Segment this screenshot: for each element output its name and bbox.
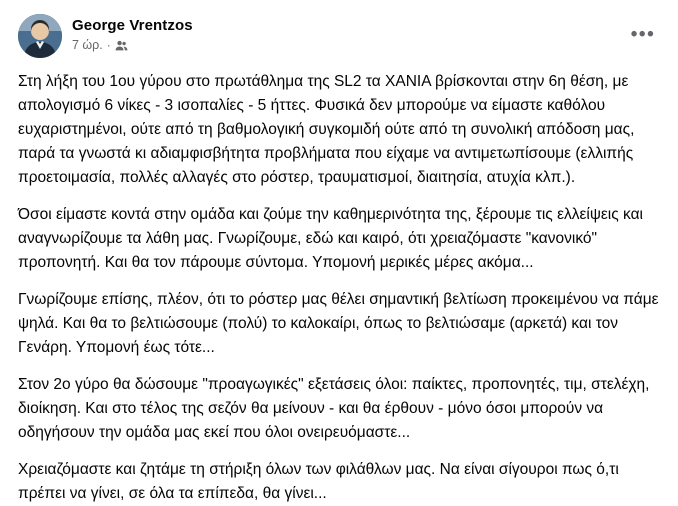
post-text [18,64,660,506]
friends-icon[interactable] [115,39,128,52]
post-paragraph: Γνωρίζουμε επίσης, πλέον, ότι το ρόστερ μας θέλει σημαντική βελτίωση προκειμένου να πάμε ψηλά. Και θα το βελτιώσουμε (πολύ) το καλοκαίρι, όπως το βελτιώσαμε (αρκετά) και τον Γενάρη. Υπομονή έως τότε... [18,291,659,356]
more-options-glyph: ••• [630,23,656,45]
more-options-icon[interactable] [628,22,658,52]
post-paragraph: Στον 2ο γύρο θα δώσουμε "προαγωγικές" εξετάσεις όλοι: παίκτες, προπονητές, τιμ, στελέχη, διοίκηση. Και στο τέλος της σεζόν θα μείνουν - και θα έρθουν - μόνο όσοι μπορούν να οδηγήσουν την ομάδα μας εκεί που όλοι ονειρευόμαστε... [18,376,650,441]
post-paragraph: Στη λήξη του 1ου γύρου στο πρωτάθλημα της SL2 τα ΧΑΝΙΑ βρίσκονται στην 6η θέση, με απολογισμό 6 νίκες - 3 ισοπαλίες - 5 ήττες. Φυσικά δεν μπορούμε να είμαστε καθόλου ευχαριστημένοι, ούτε από τη βαθμολογική συγκομιδή ούτε από τη συνολική απόδοση μας, παρά τα γνωστά κι αδιαμφισβήτητα προβλήματα που είχαμε να αντιμετωπίσουμε (ελλιπής προετοιμασία, πολλές αλλαγές στο ρόστερ, τραυματισμοί, διαιτησία, ατυχία κλπ.). [18,73,635,186]
avatar[interactable] [18,14,62,58]
post-meta [72,37,193,53]
author-name[interactable]: George Vrentzos [72,17,193,34]
post-header [18,14,660,64]
post-timestamp[interactable]: 7 ώρ. [72,38,103,52]
meta-separator: · [106,38,111,52]
author-block [72,14,193,53]
post-paragraph: Χρειαζόμαστε και ζητάμε τη στήριξη όλων των φιλάθλων μας. Να είναι σίγουροι πως ό,τι πρέπει να γίνει, σε όλα τα επίπεδα, θα γίνει... [18,461,619,502]
post-paragraph: Όσοι είμαστε κοντά στην ομάδα και ζούμε την καθημερινότητα της, ξέρουμε τις ελλείψεις και αναγνωρίζουμε τα λάθη μας. Γνωρίζουμε, εδώ και καιρό, ότι χρειαζόμαστε "κανονικό" προπονητή. Και θα τον πάρουμε σύντομα. Υπομονή μερικές μέρες ακόμα... [18,206,643,271]
